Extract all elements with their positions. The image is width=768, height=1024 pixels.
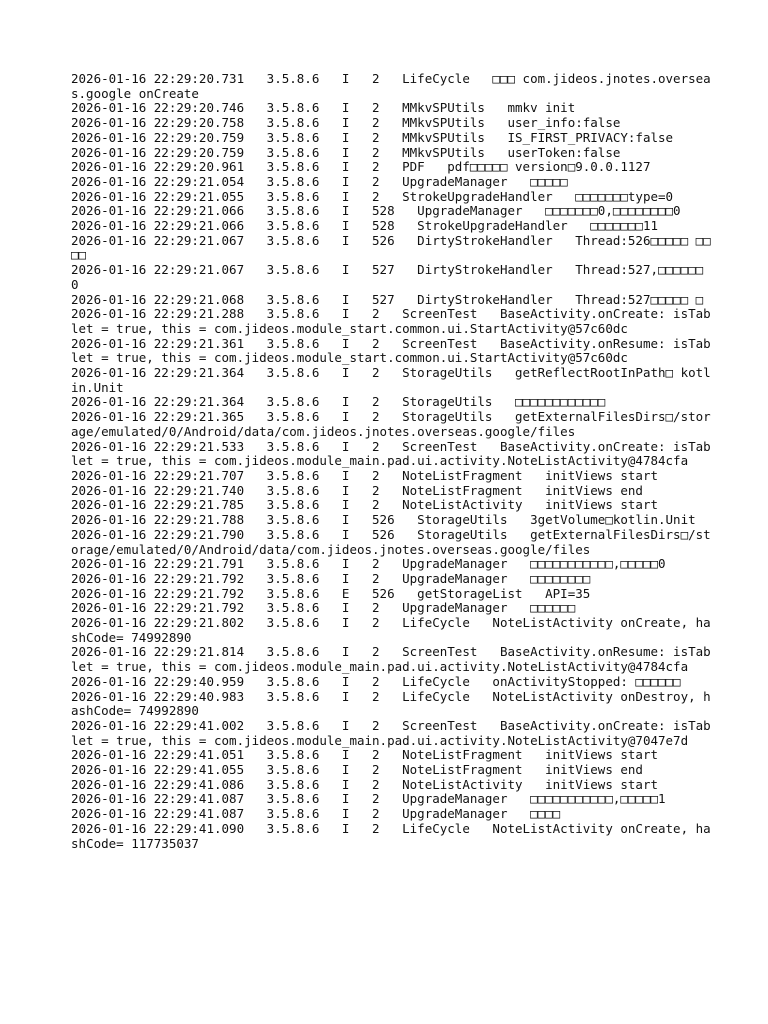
log-line: 2026-01-16 22:29:40.983 3.5.8.6 I 2 LifeCycle NoteListActivity onDestroy, hashCode= 74992890 [71, 688, 711, 719]
log-line: 2026-01-16 22:29:21.792 3.5.8.6 I 2 UpgradeManager □□□□□□ [71, 600, 576, 616]
log-line: 2026-01-16 22:29:20.759 3.5.8.6 I 2 MMkvSPUtils IS_FIRST_PRIVACY:false [71, 129, 674, 145]
log-line: 2026-01-16 22:29:20.758 3.5.8.6 I 2 MMkvSPUtils user_info:false [71, 115, 621, 131]
log-line: 2026-01-16 22:29:40.959 3.5.8.6 I 2 LifeCycle onActivityStopped: □□□□□□ [71, 673, 681, 689]
log-line: 2026-01-16 22:29:21.790 3.5.8.6 I 526 StorageUtils getExternalFilesDirs□/storage/emulated/0/Android/data/com.jideos.jnotes.overseas.google/files [71, 526, 711, 557]
log-line: 2026-01-16 22:29:21.364 3.5.8.6 I 2 StorageUtils getReflectRootInPath□ kotlin.Unit [71, 365, 711, 395]
log-line: 2026-01-16 22:29:41.090 3.5.8.6 I 2 LifeCycle NoteListActivity onCreate, hashCode= 117735037 [71, 820, 711, 851]
log-line: 2026-01-16 22:29:21.365 3.5.8.6 I 2 StorageUtils getExternalFilesDirs□/storage/emulated/0/Android/data/com.jideos.jnotes.overseas.google/files [71, 409, 711, 439]
log-line: 2026-01-16 22:29:21.788 3.5.8.6 I 526 StorageUtils 3getVolume□kotlin.Unit [71, 512, 696, 528]
log-line: 2026-01-16 22:29:41.051 3.5.8.6 I 2 NoteListFragment initViews start [71, 747, 658, 763]
log-line: 2026-01-16 22:29:21.814 3.5.8.6 I 2 ScreenTest BaseActivity.onResume: isTablet = true, this = com.jideos.module_main.pad.ui.activity.NoteListActivity@4784cfa [71, 644, 711, 675]
log-line: 2026-01-16 22:29:21.067 3.5.8.6 I 526 DirtyStrokeHandler Thread:526□□□□□ □□□□ [71, 232, 711, 263]
log-line: 2026-01-16 22:29:21.792 3.5.8.6 E 526 getStorageList API=35 [71, 585, 591, 601]
log-line: 2026-01-16 22:29:41.087 3.5.8.6 I 2 UpgradeManager □□□□ [71, 806, 561, 822]
log-line: 2026-01-16 22:29:20.746 3.5.8.6 I 2 MMkvSPUtils mmkv init [71, 100, 576, 116]
log-line: 2026-01-16 22:29:21.791 3.5.8.6 I 2 UpgradeManager □□□□□□□□□□□,□□□□□0 [71, 556, 666, 572]
log-line: 2026-01-16 22:29:21.054 3.5.8.6 I 2 UpgradeManager □□□□□ [71, 173, 568, 189]
log-line: 2026-01-16 22:29:21.067 3.5.8.6 I 527 DirtyStrokeHandler Thread:527,□□□□□□ 0 [71, 262, 711, 292]
log-line: 2026-01-16 22:29:41.086 3.5.8.6 I 2 NoteListActivity initViews start [71, 776, 658, 792]
log-line: 2026-01-16 22:29:21.792 3.5.8.6 I 2 UpgradeManager □□□□□□□□ [71, 570, 591, 586]
log-line: 2026-01-16 22:29:21.066 3.5.8.6 I 528 StrokeUpgradeHandler □□□□□□□11 [71, 218, 658, 234]
log-line: 2026-01-16 22:29:41.055 3.5.8.6 I 2 NoteListFragment initViews end [71, 762, 643, 778]
log-line: 2026-01-16 22:29:21.785 3.5.8.6 I 2 NoteListActivity initViews start [71, 497, 658, 513]
log-line: 2026-01-16 22:29:41.002 3.5.8.6 I 2 ScreenTest BaseActivity.onCreate: isTablet = true, this = com.jideos.module_main.pad.ui.activity.NoteListActivity@7047e7d [71, 717, 711, 748]
log-line: 2026-01-16 22:29:21.066 3.5.8.6 I 528 UpgradeManager □□□□□□□0,□□□□□□□□0 [71, 203, 681, 219]
log-line: 2026-01-16 22:29:21.068 3.5.8.6 I 527 DirtyStrokeHandler Thread:527□□□□□ □ [71, 291, 704, 307]
log-line: 2026-01-16 22:29:20.731 3.5.8.6 I 2 LifeCycle □□□ com.jideos.jnotes.overseas.google onCreate [71, 71, 711, 101]
log-line: 2026-01-16 22:29:21.361 3.5.8.6 I 2 ScreenTest BaseActivity.onResume: isTablet = true, this = com.jideos.module_start.common.ui.StartActivity@57c60dc [71, 335, 711, 366]
log-line: 2026-01-16 22:29:41.087 3.5.8.6 I 2 UpgradeManager □□□□□□□□□□□,□□□□□1 [71, 791, 666, 807]
log-line: 2026-01-16 22:29:21.288 3.5.8.6 I 2 ScreenTest BaseActivity.onCreate: isTablet = true, this = com.jideos.module_start.common.ui.StartActivity@57c60dc [71, 306, 711, 336]
log-document [71, 72, 711, 851]
log-line: 2026-01-16 22:29:21.802 3.5.8.6 I 2 LifeCycle NoteListActivity onCreate, hashCode= 74992890 [71, 615, 711, 645]
log-line: 2026-01-16 22:29:20.759 3.5.8.6 I 2 MMkvSPUtils userToken:false [71, 144, 621, 160]
log-line: 2026-01-16 22:29:21.364 3.5.8.6 I 2 StorageUtils □□□□□□□□□□□□ [71, 394, 606, 410]
log-line: 2026-01-16 22:29:20.961 3.5.8.6 I 2 PDF pdf□□□□□ version□9.0.0.1127 [71, 159, 651, 175]
log-line: 2026-01-16 22:29:21.707 3.5.8.6 I 2 NoteListFragment initViews start [71, 467, 658, 483]
log-line: 2026-01-16 22:29:21.533 3.5.8.6 I 2 ScreenTest BaseActivity.onCreate: isTablet = true, this = com.jideos.module_main.pad.ui.activity.NoteListActivity@4784cfa [71, 438, 711, 469]
log-line: 2026-01-16 22:29:21.055 3.5.8.6 I 2 StrokeUpgradeHandler □□□□□□□type=0 [71, 188, 674, 204]
log-line: 2026-01-16 22:29:21.740 3.5.8.6 I 2 NoteListFragment initViews end [71, 482, 643, 498]
